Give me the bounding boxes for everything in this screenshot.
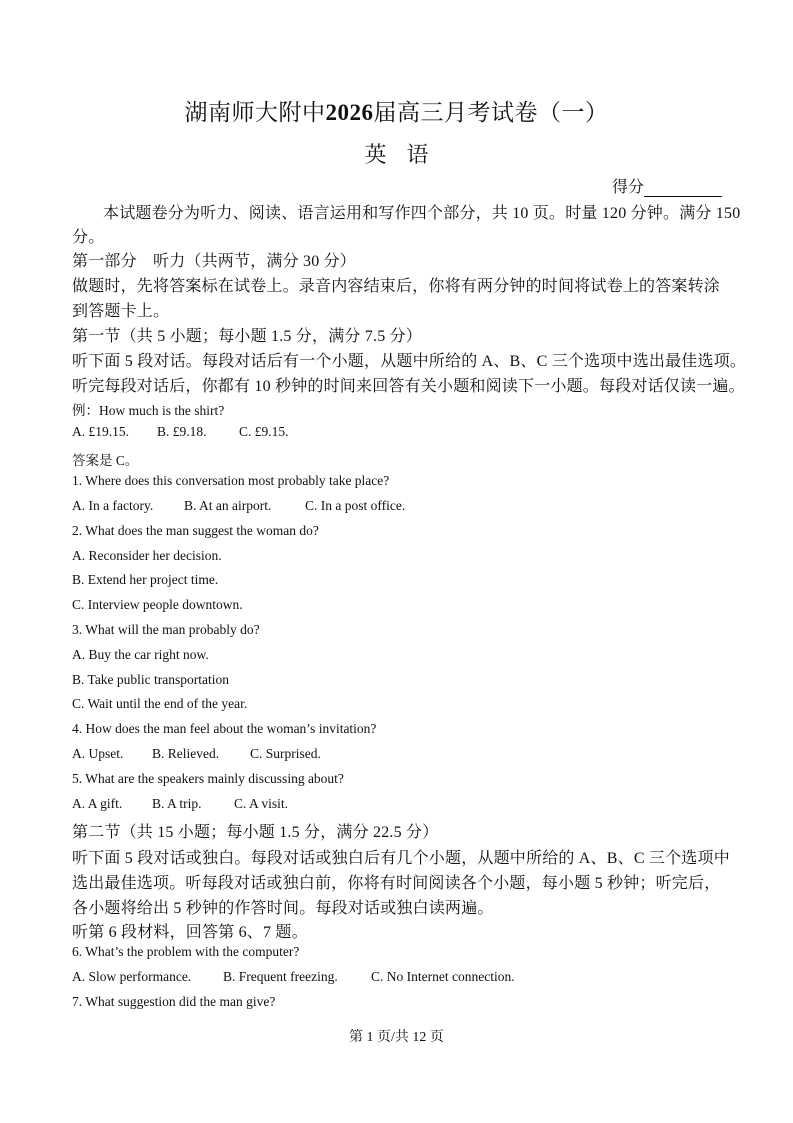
- option: C. £9.15.: [239, 424, 289, 439]
- example-options: [72, 424, 289, 440]
- option: C. No Internet connection.: [371, 969, 515, 984]
- question-5-options: [72, 796, 288, 812]
- option: A. Slow performance.: [72, 969, 192, 984]
- section2-instruction-1: 听下面 5 段对话或独白。每段对话或独白后有几个小题，从题中所给的 A、B、C 三个选项中: [72, 850, 730, 867]
- question-3: 3. What will the man probably do?: [72, 622, 260, 637]
- page-footer: 第 1 页/共 12 页: [349, 1030, 444, 1045]
- option: B. Extend her project time.: [72, 572, 219, 587]
- question-6-options: [72, 969, 515, 985]
- option: B. Take public transportation: [72, 672, 230, 687]
- section2-heading: 第二节（共 15 小题；每小题 1.5 分，满分 22.5 分）: [72, 824, 439, 841]
- example-answer: 答案是 C。: [72, 453, 139, 468]
- exam-subject: 英语: [364, 142, 449, 167]
- option: A. Reconsider her decision.: [72, 548, 222, 563]
- score-field: [612, 174, 722, 197]
- question-4: 4. How does the man feel about the woman’s invitation?: [72, 721, 377, 736]
- section1-instruction-2: 听完每段对话后，你都有 10 秒钟的时间来回答有关小题和阅读下一小题。每段对话仅读一遍。: [72, 378, 745, 395]
- question-1: 1. Where does this conversation most probably take place?: [72, 473, 390, 488]
- question-7: 7. What suggestion did the man give?: [72, 994, 276, 1009]
- option: A. Buy the car right now.: [72, 647, 209, 662]
- option: B. £9.18.: [157, 424, 207, 439]
- option: C. Wait until the end of the year.: [72, 696, 248, 711]
- score-label: 得分: [612, 179, 645, 196]
- section2-instruction-2: 选出最佳选项。听每段对话或独白前，你将有时间阅读各个小题，每小题 5 秒钟；听完后，: [72, 875, 721, 892]
- question-6: 6. What’s the problem with the computer?: [72, 944, 300, 959]
- exam-title: 湖南师大附中2026届高三月考试卷（一）: [184, 100, 609, 125]
- question-5: 5. What are the speakers mainly discussing about?: [72, 771, 344, 786]
- section2-instruction-3: 各小题将给出 5 秒钟的作答时间。每段对话或独白读两遍。: [72, 900, 494, 917]
- score-blank: [644, 180, 722, 197]
- option: B. At an airport.: [184, 498, 272, 513]
- intro-line-1: 本试题卷分为听力、阅读、语言运用和写作四个部分，共 10 页。时量 120 分钟。满分 150: [103, 205, 741, 222]
- option: A. Upset.: [72, 746, 124, 761]
- option: A. In a factory.: [72, 498, 154, 513]
- question-1-options: [72, 498, 405, 514]
- option: C. In a post office.: [305, 498, 406, 513]
- part1-heading: 第一部分 听力（共两节，满分 30 分）: [72, 253, 357, 270]
- option: A. £19.15.: [72, 424, 129, 439]
- section1-heading: 第一节（共 5 小题；每小题 1.5 分，满分 7.5 分）: [72, 328, 423, 345]
- option: C. Interview people downtown.: [72, 597, 243, 612]
- intro-line-2: 分。: [72, 229, 105, 246]
- exam-year: 2026: [325, 100, 374, 125]
- part1-instruction-2: 到答题卡上。: [72, 303, 170, 320]
- material-6-heading: 听第 6 段材料，回答第 6、7 题。: [72, 924, 308, 941]
- option: B. Frequent freezing.: [223, 969, 338, 984]
- option: A. A gift.: [72, 796, 123, 811]
- question-2: 2. What does the man suggest the woman do?: [72, 523, 319, 538]
- section1-instruction-1: 听下面 5 段对话。每段对话后有一个小题，从题中所给的 A、B、C 三个选项中选出最佳选项。: [72, 353, 747, 370]
- part1-instruction-1: 做题时，先将答案标在试卷上。录音内容结束后，你将有两分钟的时间将试卷上的答案转涂: [72, 278, 721, 295]
- example-question: 例：How much is the shirt?: [72, 403, 225, 418]
- option: C. Surprised.: [250, 746, 321, 761]
- option: B. Relieved.: [152, 746, 220, 761]
- question-4-options: [72, 746, 321, 762]
- option: B. A trip.: [152, 796, 202, 811]
- option: C. A visit.: [234, 796, 289, 811]
